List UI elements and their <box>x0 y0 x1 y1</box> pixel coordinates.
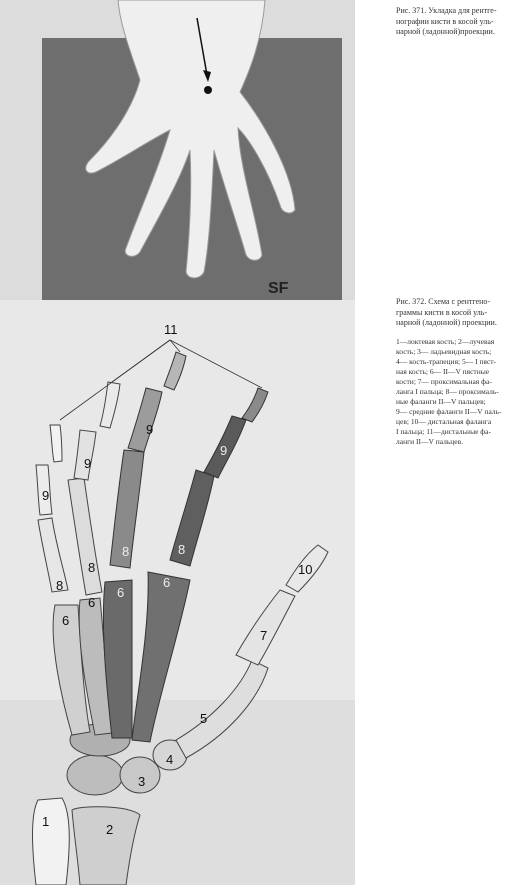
hand-positioning-photo <box>0 0 355 300</box>
label-5: 5 <box>200 711 208 726</box>
label-8a: 8 <box>56 578 64 593</box>
ulna-bone <box>33 798 70 885</box>
label-9a: 9 <box>42 488 50 503</box>
xray-hand-diagram <box>0 300 355 885</box>
xray-schematic <box>0 300 355 885</box>
label-6d: 6 <box>163 575 171 590</box>
label-6c: 6 <box>117 585 125 600</box>
label-6b: 6 <box>88 595 96 610</box>
figure-371-caption: Рис. 371. Укладка для рентге- нографии кисти в косой уль- нарной (ладонной)проекции. <box>396 6 497 36</box>
label-9b: 9 <box>84 456 92 471</box>
centering-point <box>204 86 212 94</box>
label-1: 1 <box>42 814 50 829</box>
label-8d: 8 <box>178 542 186 557</box>
label-9c: 9 <box>146 422 154 437</box>
label-7: 7 <box>260 628 268 643</box>
label-3: 3 <box>138 774 146 789</box>
figure-372-legend: 1—локтевая кость; 2—лучевая кость; 3— ладьевидная кость; 4— кость-трапеция; 5— I пяст- ная кость; 6— II—V пястные кости; 7— проксимальная фа- ланга I пальца; 8— проксималь- ные фаланги II—V пальцев; 9— средние фаланги II—V паль- цев; 10— дистальная фаланга I пальца; 11—дистальные фа- ланги II—V пальцев. <box>396 337 502 446</box>
label-9d: 9 <box>220 443 228 458</box>
label-11: 11 <box>164 322 178 337</box>
label-8c: 8 <box>122 544 130 559</box>
photo-stamp: SF <box>268 280 289 297</box>
label-8b: 8 <box>88 560 96 575</box>
label-4: 4 <box>166 752 174 767</box>
label-6a: 6 <box>62 613 70 628</box>
carpal-cluster <box>67 755 123 795</box>
label-10: 10 <box>298 562 313 577</box>
hand-photo-illustration <box>0 0 355 300</box>
label-2: 2 <box>106 822 114 837</box>
figure-372-caption: Рис. 372. Схема с рентгено- граммы кисти в косой уль- нарной (ладонной) проекции. <box>396 297 497 327</box>
